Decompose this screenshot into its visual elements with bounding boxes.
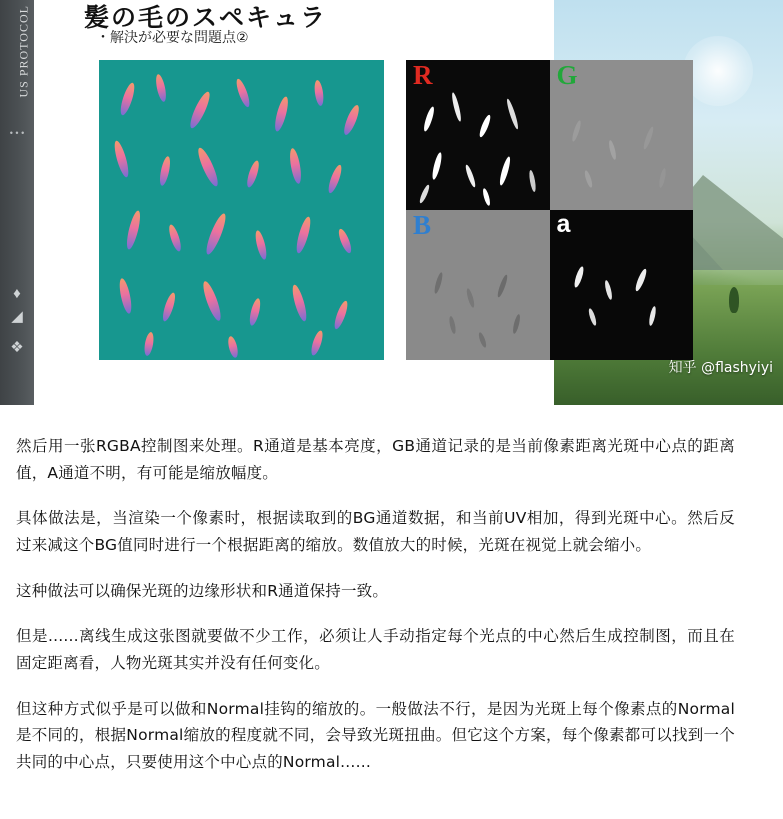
watermark: 知乎 @flashyiyi xyxy=(668,360,773,376)
channel-b xyxy=(406,210,550,360)
sun-glow xyxy=(683,36,753,106)
channel-g xyxy=(550,60,694,210)
slide-subtitle: ・解決が必要な問題点② xyxy=(96,30,249,46)
book-spine xyxy=(0,0,34,405)
channel-a xyxy=(550,210,694,360)
channel-r xyxy=(406,60,550,210)
article-body xyxy=(0,405,751,805)
spine-ornament-icon: ◢ xyxy=(11,308,23,325)
slide-image xyxy=(0,0,783,405)
slide-white-panel xyxy=(34,0,578,405)
hair-specular-teal-image xyxy=(99,60,384,360)
channel-r-label: R xyxy=(413,60,433,90)
spine-title: US PROTOCOL xyxy=(16,5,31,98)
paragraph: 然后用一张RGBA控制图来处理。R通道是基本亮度，GB通道记录的是当前像素距离光斑中心点的距离值，A通道不明，有可能是缩放幅度。 xyxy=(16,437,735,482)
slide-title: 髪の毛のスペキュラ xyxy=(84,3,328,32)
spine-ornament-icon: ♦ xyxy=(13,285,21,302)
channel-g-label: G xyxy=(556,60,578,90)
tree xyxy=(729,287,739,313)
paragraph: 但是......离线生成这张图就要做不少工作，必须让人手动指定每个光点的中心然后生成控制图，而且在固定距离看，人物光斑其实并没有任何变化。 xyxy=(16,627,735,672)
channel-b-label: B xyxy=(413,210,432,240)
rgba-channel-image xyxy=(406,60,693,360)
channel-a-label: a xyxy=(556,210,571,238)
spine-marks: • • • xyxy=(9,128,25,138)
paragraph: 这种做法可以确保光斑的边缘形状和R通道保持一致。 xyxy=(16,581,389,600)
spine-logo-icon: ❖ xyxy=(10,339,24,356)
paragraph: 具体做法是，当渲染一个像素时，根据读取到的BG通道数据，和当前UV相加，得到光斑中心。然后反过来减这个BG值同时进行一个根据距离的缩放。数值放大的时候，光斑在视觉上就会缩小。 xyxy=(16,509,735,554)
paragraph: 但这种方式似乎是可以做和Normal挂钩的缩放的。一般做法不行，是因为光斑上每个像素点的Normal是不同的，根据Normal缩放的程度就不同，会导致光斑扭曲。但它这个方案，每个像素都可以找到一个共同的中心点，只要使用这个中心点的Normal...... xyxy=(16,699,735,771)
